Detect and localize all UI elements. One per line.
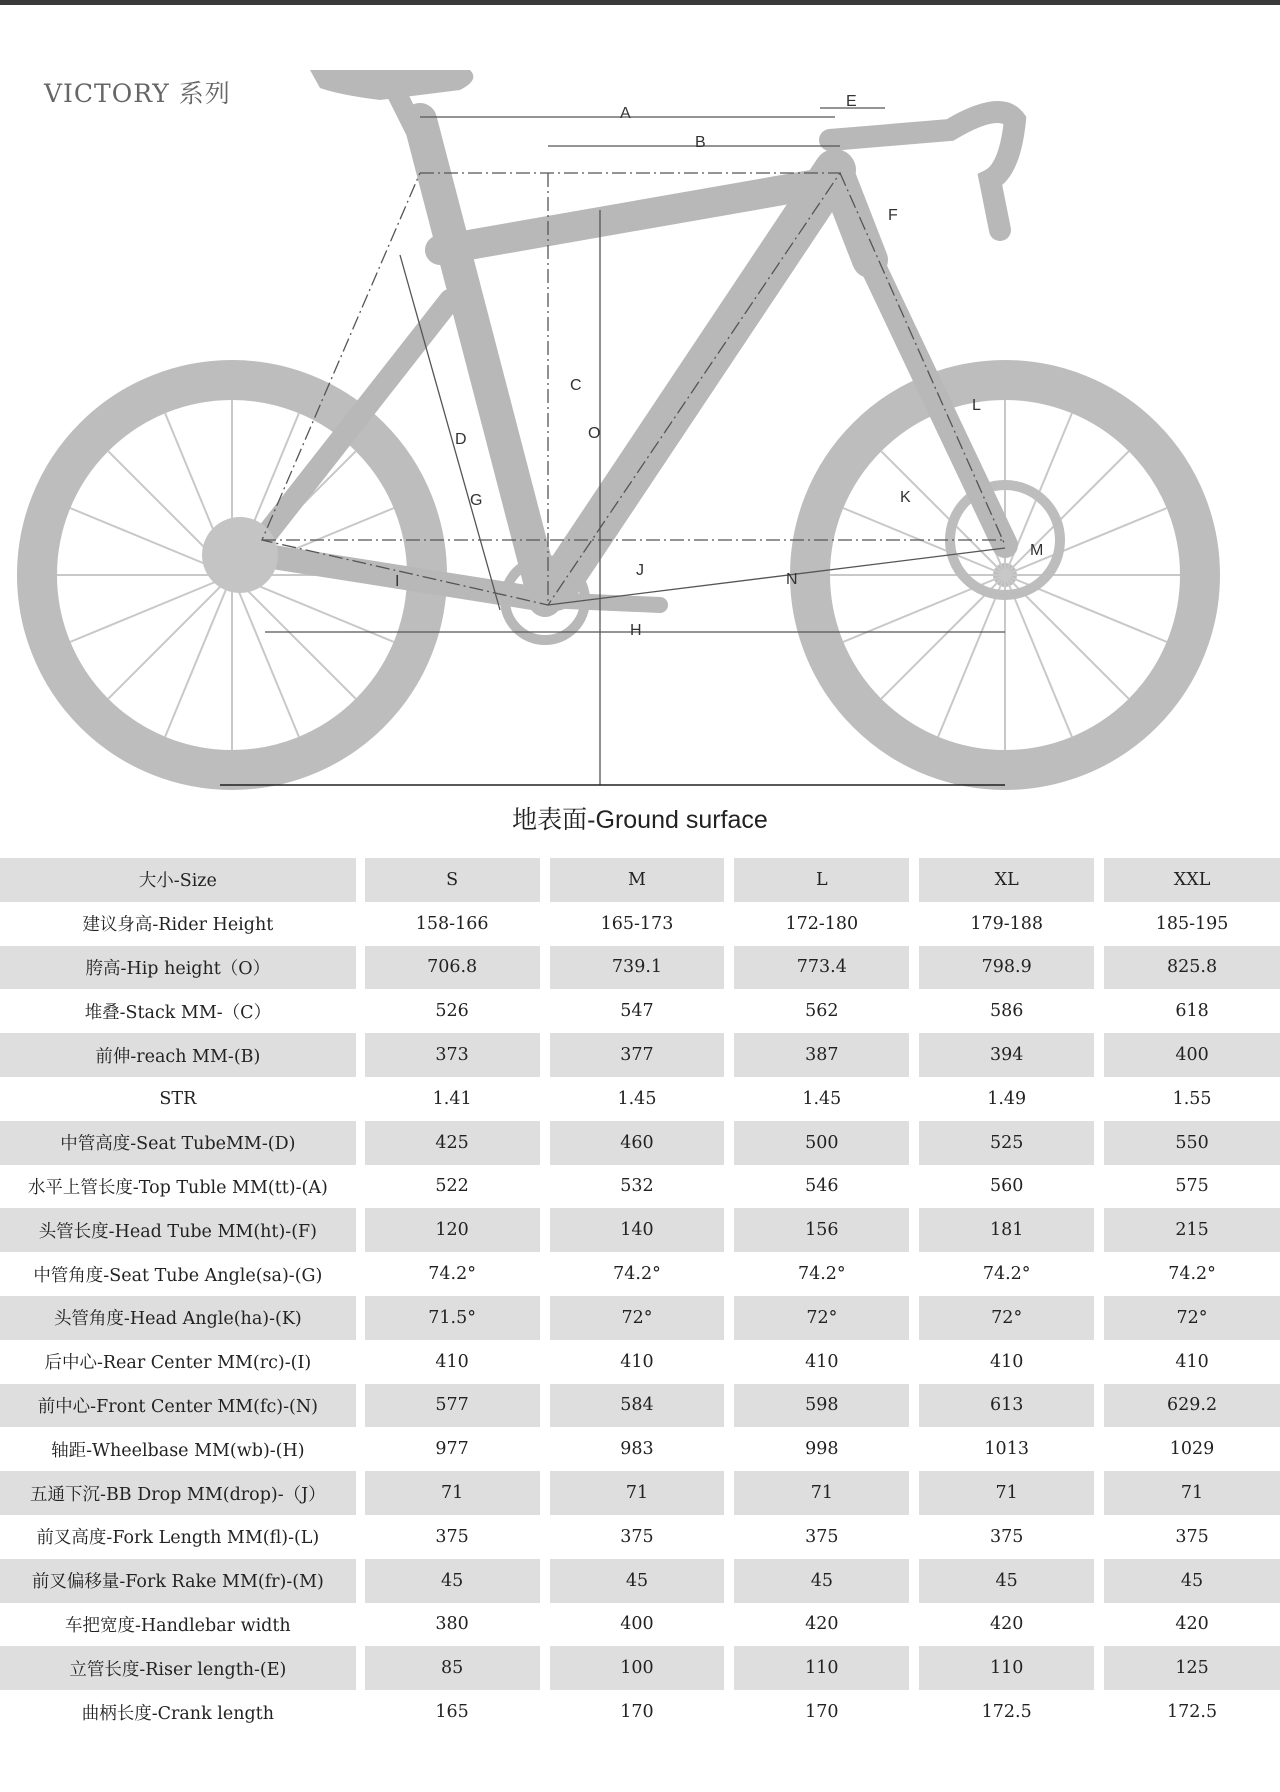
table-cell: 739.1 bbox=[550, 946, 725, 990]
table-cell: 410 bbox=[805, 1351, 839, 1372]
table-cell: 584 bbox=[550, 1384, 725, 1428]
row-label: 后中心-Rear Center MM(rc)-(I) bbox=[44, 1353, 312, 1374]
table-cell: 560 bbox=[989, 1176, 1024, 1197]
table-cell: 72° bbox=[1104, 1296, 1280, 1340]
table-cell: 71 bbox=[919, 1471, 1094, 1515]
table-cell: 85 bbox=[365, 1646, 540, 1690]
table-cell: 72° bbox=[550, 1296, 725, 1340]
table-cell: 613 bbox=[919, 1384, 1094, 1428]
table-cell: 998 bbox=[805, 1439, 839, 1460]
table-cell: 71 bbox=[734, 1471, 909, 1515]
table-cell: 525 bbox=[919, 1121, 1094, 1165]
table-cell: 547 bbox=[620, 1001, 654, 1022]
table-cell: 74.2° bbox=[982, 1264, 1031, 1285]
table-row bbox=[0, 1690, 1280, 1734]
table-cell: 410 bbox=[1175, 1351, 1209, 1372]
row-label: 前中心-Front Center MM(fc)-(N) bbox=[0, 1384, 356, 1428]
table-cell: 1029 bbox=[1169, 1439, 1215, 1460]
label-n: N bbox=[786, 571, 798, 588]
table-cell: 387 bbox=[734, 1033, 909, 1077]
header-l: L bbox=[734, 858, 909, 902]
table-cell: 629.2 bbox=[1104, 1384, 1280, 1428]
table-cell: 74.2° bbox=[1168, 1264, 1216, 1285]
header-xl: XL bbox=[919, 858, 1094, 902]
table-cell: 172.5 bbox=[981, 1702, 1032, 1723]
table-cell: 125 bbox=[1104, 1646, 1280, 1690]
table-cell: 179-188 bbox=[970, 913, 1044, 934]
label-d: D bbox=[455, 431, 467, 448]
table-row bbox=[0, 1603, 1280, 1647]
header-m: M bbox=[550, 858, 725, 902]
table-cell: 562 bbox=[805, 1001, 839, 1022]
table-cell: 373 bbox=[365, 1033, 540, 1077]
table-cell: 375 bbox=[989, 1526, 1024, 1547]
table-cell: 410 bbox=[989, 1351, 1024, 1372]
row-label: 建议身高-Rider Height bbox=[82, 915, 274, 936]
row-label: STR bbox=[159, 1088, 197, 1109]
table-cell: 400 bbox=[620, 1614, 654, 1635]
table-cell: 425 bbox=[365, 1121, 540, 1165]
row-label: 中管角度-Seat Tube Angle(sa)-(G) bbox=[33, 1265, 323, 1286]
table-cell: 618 bbox=[1175, 1001, 1209, 1022]
table-row bbox=[0, 1165, 1280, 1209]
table-cell: 400 bbox=[1104, 1033, 1280, 1077]
table-cell: 45 bbox=[919, 1559, 1094, 1603]
table-cell: 532 bbox=[620, 1176, 654, 1197]
table-cell: 181 bbox=[919, 1208, 1094, 1252]
geometry-table bbox=[0, 858, 1280, 1734]
ground-surface-label: 地表面-Ground surface bbox=[512, 806, 768, 834]
cassette bbox=[202, 517, 278, 593]
table-cell: 1.45 bbox=[802, 1088, 842, 1109]
table-row bbox=[0, 1208, 1280, 1252]
table-cell: 120 bbox=[365, 1208, 540, 1252]
table-cell: 526 bbox=[435, 1001, 469, 1022]
table-cell: 110 bbox=[734, 1646, 909, 1690]
table-row bbox=[0, 1033, 1280, 1077]
table-cell: 45 bbox=[365, 1559, 540, 1603]
table-cell: 546 bbox=[805, 1176, 839, 1197]
table-row bbox=[0, 946, 1280, 990]
table-cell: 110 bbox=[919, 1646, 1094, 1690]
front-spokes bbox=[830, 400, 1180, 750]
row-label: 堆叠-Stack MM-（C） bbox=[84, 1002, 272, 1023]
table-cell: 170 bbox=[805, 1702, 839, 1723]
table-cell: 598 bbox=[734, 1384, 909, 1428]
table-cell: 375 bbox=[435, 1526, 469, 1547]
table-row bbox=[0, 1515, 1280, 1559]
table-cell: 825.8 bbox=[1104, 946, 1280, 990]
table-cell: 74.2° bbox=[428, 1264, 476, 1285]
table-row bbox=[0, 1646, 1280, 1690]
row-label: 立管长度-Riser length-(E) bbox=[0, 1646, 356, 1690]
table-cell: 380 bbox=[435, 1614, 469, 1635]
row-label: 头管角度-Head Angle(ha)-(K) bbox=[0, 1296, 356, 1340]
label-m: M bbox=[1030, 542, 1044, 559]
table-cell: 72° bbox=[919, 1296, 1094, 1340]
row-label: 车把宽度-Handlebar width bbox=[65, 1615, 291, 1636]
table-cell: 522 bbox=[435, 1176, 469, 1197]
table-cell: 586 bbox=[989, 1001, 1024, 1022]
table-cell: 500 bbox=[734, 1121, 909, 1165]
table-row bbox=[0, 1384, 1280, 1428]
table-cell: 172.5 bbox=[1167, 1702, 1218, 1723]
table-cell: 156 bbox=[734, 1208, 909, 1252]
label-h: H bbox=[630, 622, 642, 639]
label-b: B bbox=[695, 134, 706, 151]
table-cell: 375 bbox=[805, 1526, 839, 1547]
label-c: C bbox=[570, 377, 582, 394]
label-o: O bbox=[588, 425, 601, 442]
table-cell: 460 bbox=[550, 1121, 725, 1165]
table-cell: 420 bbox=[1175, 1614, 1209, 1635]
table-cell: 377 bbox=[550, 1033, 725, 1077]
header-s: S bbox=[365, 858, 540, 902]
table-cell: 773.4 bbox=[734, 946, 909, 990]
row-label: 头管长度-Head Tube MM(ht)-(F) bbox=[0, 1208, 356, 1252]
row-label: 胯高-Hip height（O） bbox=[0, 946, 356, 990]
table-cell: 74.2° bbox=[613, 1264, 661, 1285]
table-cell: 798.9 bbox=[919, 946, 1094, 990]
row-label: 曲柄长度-Crank length bbox=[81, 1703, 274, 1724]
top-bar bbox=[0, 0, 1280, 5]
table-cell: 1.41 bbox=[432, 1088, 472, 1109]
table-cell: 420 bbox=[989, 1614, 1024, 1635]
table-cell: 74.2° bbox=[797, 1264, 846, 1285]
table-cell: 977 bbox=[435, 1439, 469, 1460]
table-cell: 71.5° bbox=[365, 1296, 540, 1340]
saddle bbox=[310, 70, 473, 100]
label-l: L bbox=[972, 397, 981, 414]
table-cell: 170 bbox=[620, 1702, 654, 1723]
table-cell: 172-180 bbox=[785, 913, 859, 934]
table-cell: 72° bbox=[734, 1296, 909, 1340]
table-cell: 71 bbox=[550, 1471, 725, 1515]
table-cell: 375 bbox=[620, 1526, 654, 1547]
table-row bbox=[0, 1252, 1280, 1296]
row-label: 轴距-Wheelbase MM(wb)-(H) bbox=[51, 1440, 305, 1461]
header-size: 大小-Size bbox=[0, 858, 356, 902]
table-cell: 158-166 bbox=[415, 913, 489, 934]
label-j: J bbox=[636, 562, 644, 579]
table-cell: 140 bbox=[550, 1208, 725, 1252]
bike-geometry-diagram bbox=[0, 40, 1280, 800]
label-f: F bbox=[888, 207, 898, 224]
header-xxl: XXL bbox=[1104, 858, 1280, 902]
bike-frame bbox=[260, 80, 1005, 600]
table-cell: 410 bbox=[435, 1351, 469, 1372]
table-cell: 394 bbox=[919, 1033, 1094, 1077]
table-cell: 550 bbox=[1104, 1121, 1280, 1165]
table-cell: 45 bbox=[734, 1559, 909, 1603]
row-label: 前伸-reach MM-(B) bbox=[0, 1033, 356, 1077]
table-cell: 71 bbox=[365, 1471, 540, 1515]
table-row bbox=[0, 989, 1280, 1033]
table-cell: 1.49 bbox=[987, 1088, 1027, 1109]
table-cell: 1.55 bbox=[1172, 1088, 1212, 1109]
table-cell: 215 bbox=[1104, 1208, 1280, 1252]
table-cell: 71 bbox=[1104, 1471, 1280, 1515]
table-row bbox=[0, 1340, 1280, 1384]
row-label: 中管高度-Seat TubeMM-(D) bbox=[0, 1121, 356, 1165]
table-row bbox=[0, 1471, 1280, 1515]
table-row bbox=[0, 1559, 1280, 1603]
row-label: 前叉偏移量-Fork Rake MM(fr)-(M) bbox=[0, 1559, 356, 1603]
label-g: G bbox=[470, 492, 483, 509]
table-cell: 165 bbox=[435, 1702, 469, 1723]
row-label: 五通下沉-BB Drop MM(drop)-（J） bbox=[0, 1471, 356, 1515]
table-cell: 706.8 bbox=[365, 946, 540, 990]
table-row bbox=[0, 1121, 1280, 1165]
series-title: VICTORY 系列 bbox=[44, 79, 231, 108]
table-cell: 375 bbox=[1175, 1526, 1209, 1547]
table-cell: 1013 bbox=[984, 1439, 1029, 1460]
table-cell: 100 bbox=[550, 1646, 725, 1690]
table-cell: 45 bbox=[550, 1559, 725, 1603]
label-k: K bbox=[900, 489, 911, 506]
table-cell: 165-173 bbox=[600, 913, 674, 934]
table-header-row bbox=[0, 858, 1280, 902]
table-cell: 410 bbox=[620, 1351, 654, 1372]
table-cell: 420 bbox=[805, 1614, 839, 1635]
table-cell: 45 bbox=[1104, 1559, 1280, 1603]
row-label: 前叉高度-Fork Length MM(fl)-(L) bbox=[36, 1528, 320, 1549]
table-cell: 983 bbox=[620, 1439, 654, 1460]
table-cell: 185-195 bbox=[1155, 913, 1229, 934]
row-label: 水平上管长度-Top Tuble MM(tt)-(A) bbox=[27, 1177, 328, 1198]
table-cell: 575 bbox=[1175, 1176, 1209, 1197]
table-row bbox=[0, 1077, 1280, 1121]
label-e: E bbox=[846, 93, 857, 110]
table-cell: 577 bbox=[365, 1384, 540, 1428]
table-row bbox=[0, 902, 1280, 946]
label-a: A bbox=[620, 105, 631, 122]
table-cell: 1.45 bbox=[617, 1088, 657, 1109]
table-row bbox=[0, 1296, 1280, 1340]
table-row bbox=[0, 1427, 1280, 1471]
label-i: I bbox=[395, 573, 400, 590]
